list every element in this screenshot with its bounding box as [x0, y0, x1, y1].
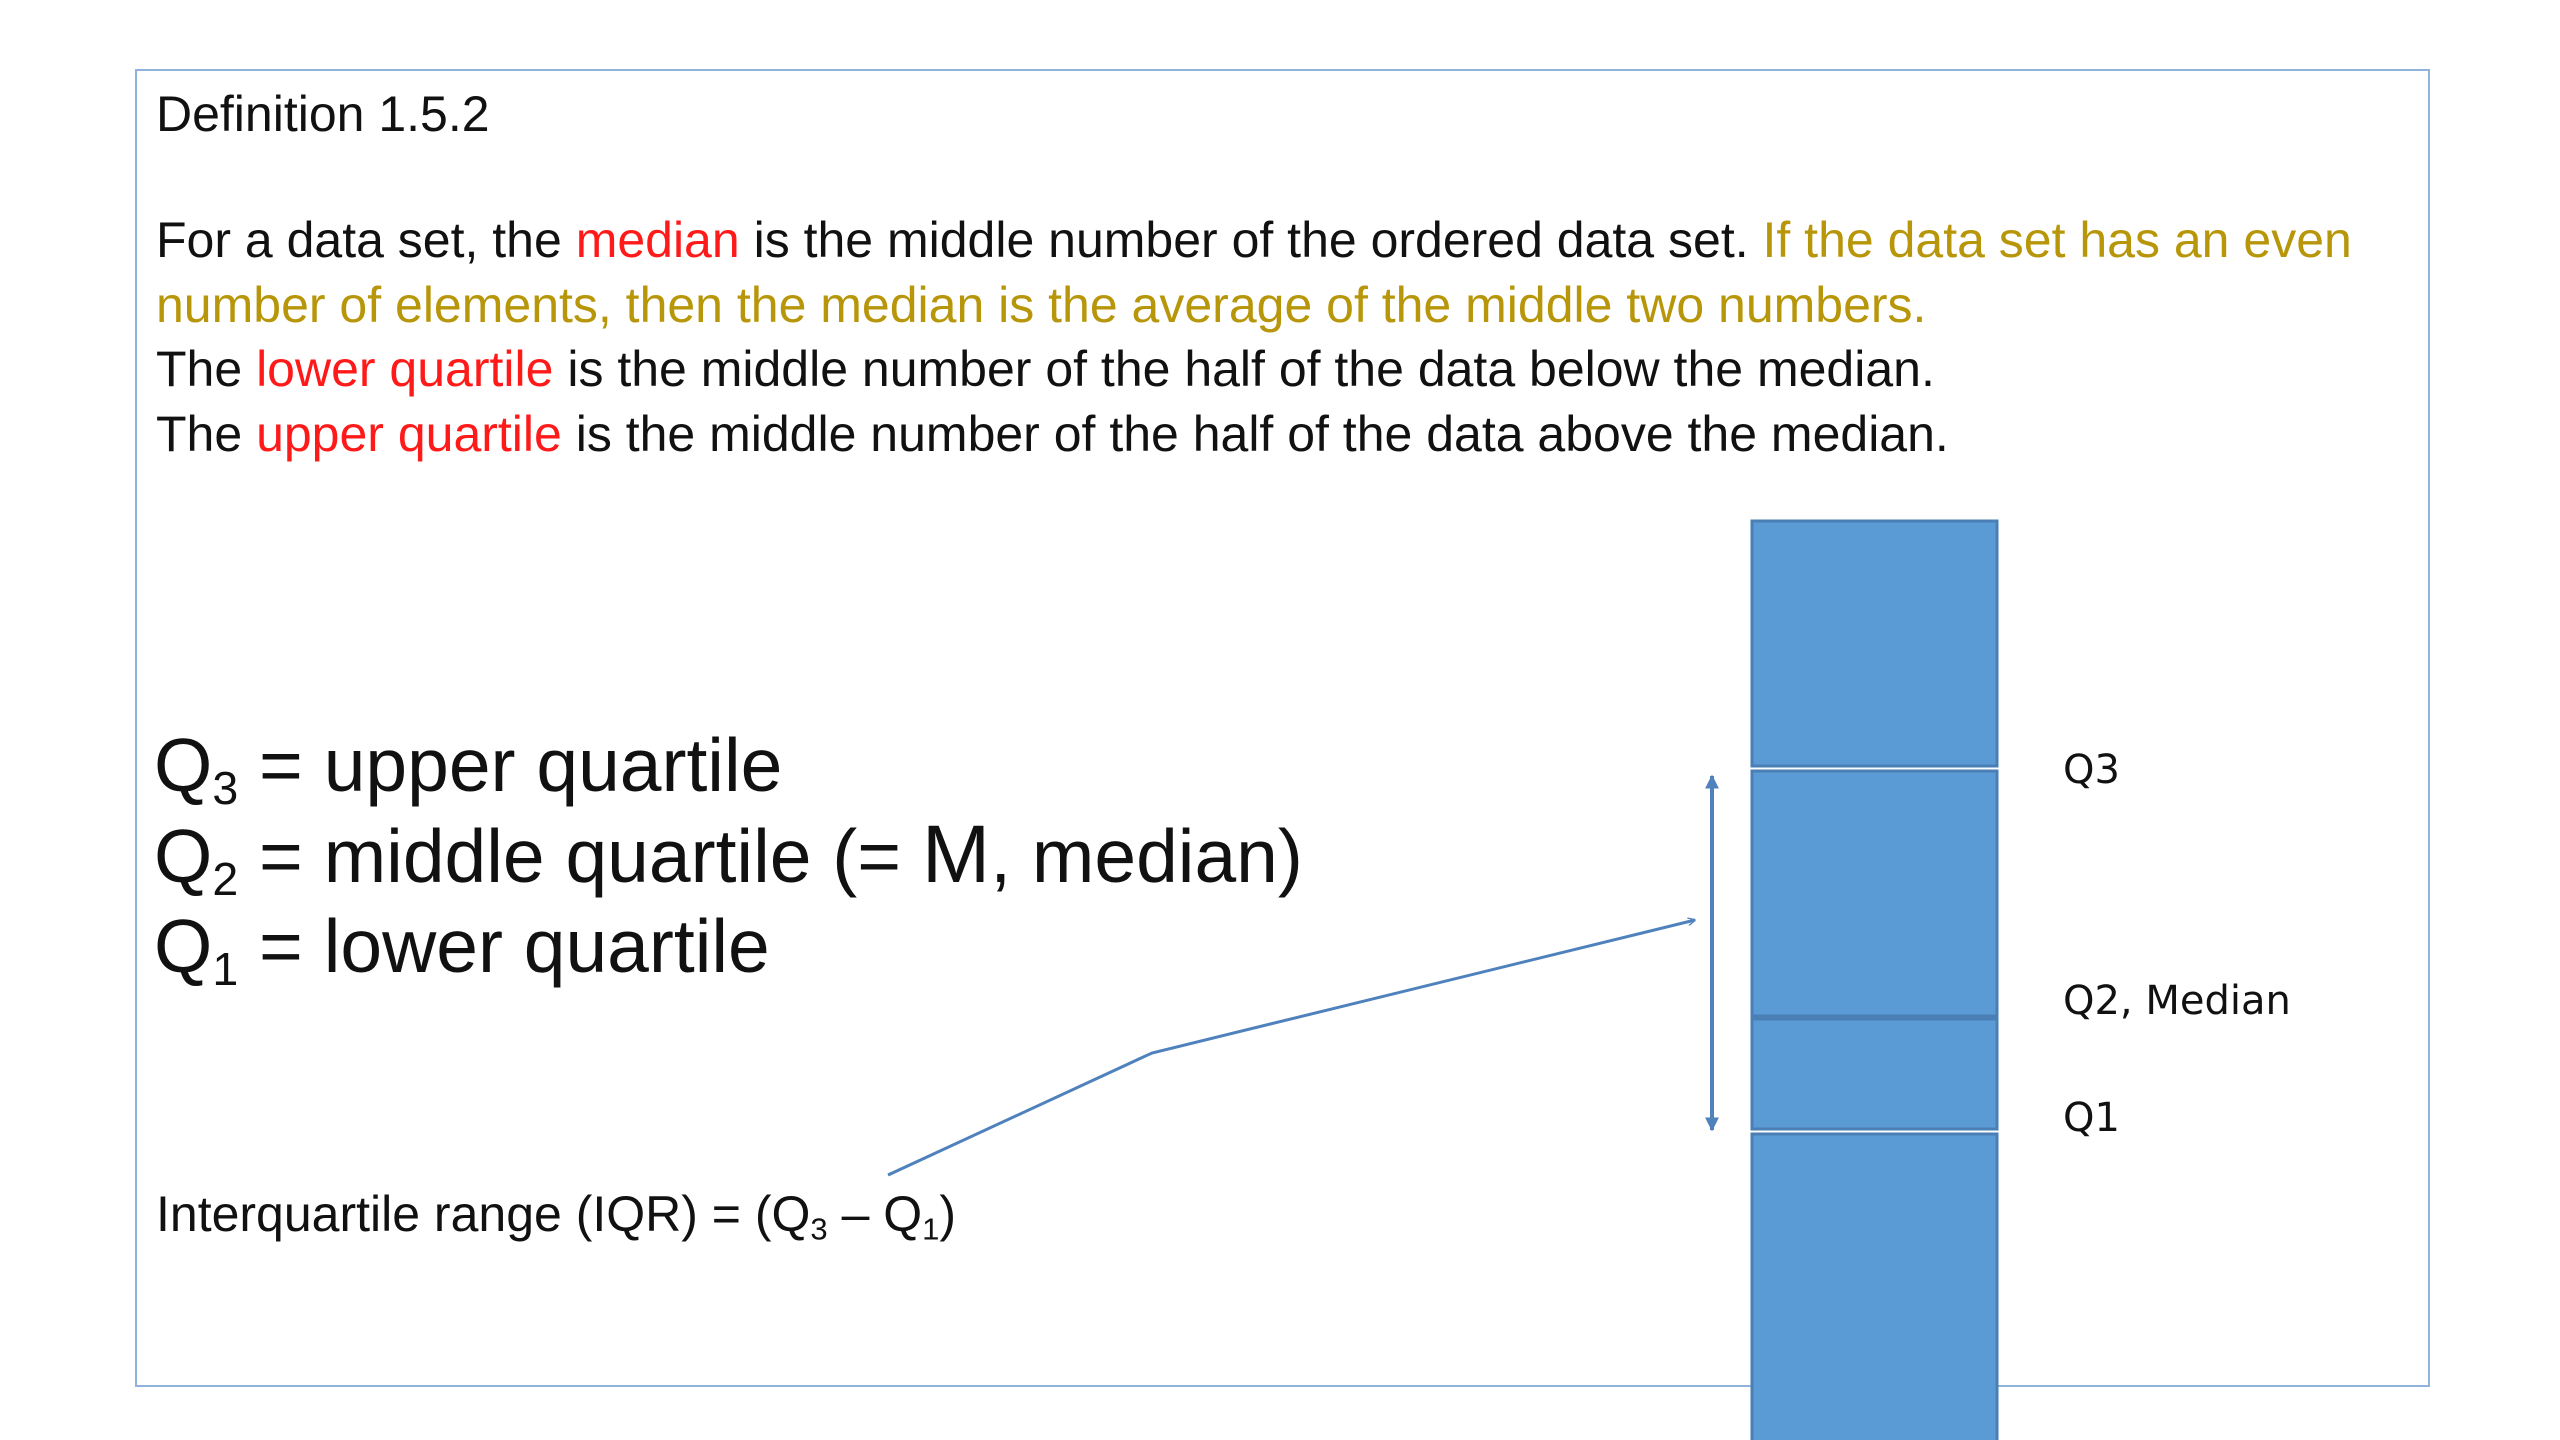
q3-column-label: Q3	[2063, 747, 2120, 793]
q3-subscript: 3	[212, 762, 239, 815]
top-quarter-box	[1752, 521, 1997, 766]
iqr-mid: – Q	[827, 1186, 923, 1242]
q2-symbol: Q	[154, 814, 213, 898]
even-elements-note: If the data set has an even number of elements, then the median is the average of the middle two numbers.	[156, 212, 2352, 333]
q2-text: = middle quartile (=	[238, 814, 922, 898]
iqr-sub3: 3	[810, 1211, 828, 1247]
upper-quartile-post: is the middle number of the half of the data above the median.	[561, 405, 1949, 462]
q3-text: = upper quartile	[238, 723, 783, 807]
definition-title: Definition 1.5.2	[156, 86, 490, 142]
bottom-quarter-box	[1752, 1134, 1997, 1440]
median-text-pre: For a data set, the	[156, 212, 576, 268]
iqr-pre: Interquartile range (IQR) = (Q	[156, 1186, 811, 1242]
q2-subscript: 2	[212, 853, 239, 906]
iqr-pointer-arrow	[888, 920, 1695, 1175]
lower-middle-box	[1752, 1019, 1997, 1129]
median-text-mid: is the middle number of the ordered data set.	[739, 212, 1763, 268]
lower-quartile-pre: The	[156, 341, 257, 397]
iqr-post: )	[939, 1186, 957, 1242]
q2-m-symbol: M	[921, 809, 991, 900]
lower-quartile-post: is the middle number of the half of the data below the median.	[553, 341, 1935, 397]
upper-middle-box	[1752, 771, 1997, 1016]
q1-column-label: Q1	[2063, 1095, 2120, 1141]
iqr-sub1: 1	[922, 1211, 940, 1247]
upper-quartile-term: upper quartile	[256, 405, 562, 462]
q3-symbol: Q	[154, 723, 213, 807]
q2-tail: , median)	[990, 814, 1303, 898]
q1-text: = lower quartile	[238, 904, 770, 988]
median-term: median	[575, 212, 740, 268]
q2-median-column-label: Q2, Median	[2063, 978, 2291, 1024]
lower-quartile-term: lower quartile	[256, 341, 554, 397]
q1-symbol: Q	[154, 904, 213, 988]
q1-subscript: 1	[212, 943, 239, 996]
upper-quartile-pre: The	[156, 405, 257, 462]
